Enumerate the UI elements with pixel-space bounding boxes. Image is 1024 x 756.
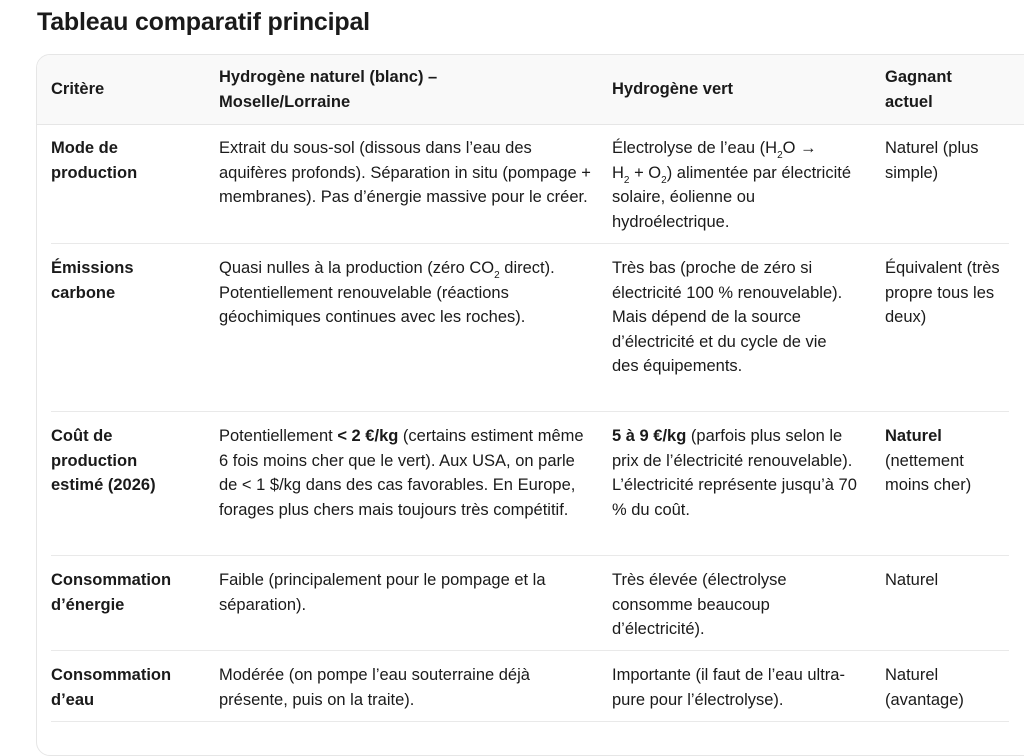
row-1-critere: Mode de production — [51, 139, 138, 182]
table-header — [37, 55, 1024, 125]
row-3-gagnant: Naturel (nettement moins cher) — [885, 427, 972, 494]
row-2-naturel: Quasi nulles à la production (zéro $CO_2$ direct). Potentiellement renouvelable (réactions géochimiques continues avec les roches). — [219, 259, 555, 326]
row-5-critere: Consommation d’eau — [51, 666, 172, 709]
row-divider — [51, 721, 1009, 722]
row-4-naturel: Faible (principalement pour le pompage et la séparation). — [219, 571, 546, 614]
header-critere: Critère — [51, 80, 105, 98]
header-naturel: Hydrogène naturel (blanc) – Moselle/Lorraine — [219, 68, 438, 111]
row-divider — [51, 650, 1009, 651]
row-3-vert: 5 à 9 €/kg (parfois plus selon le prix de l’électricité renouvelable). L’électricité représente jusqu’à 70 % du coût. — [612, 427, 857, 519]
row-2-vert: Très bas (proche de zéro si électricité 100 % renouvelable). Mais dépend de la source d’électricité et du cycle de vie des équipements. — [612, 259, 843, 375]
row-4-vert: Très élevée (électrolyse consomme beaucoup d’électricité). — [612, 571, 787, 638]
row-2-critere: Émissions carbone — [51, 259, 134, 302]
row-2-gagnant: Équivalent (très propre tous les deux) — [885, 259, 1000, 326]
row-3-naturel: Potentiellement < 2 €/kg (certains estiment même 6 fois moins cher que le vert). Aux USA, on parle de < 1 $/kg dans des cas favorables. En Europe, forages plus chers mais toujours très compétitif. — [219, 427, 584, 519]
row-5-vert: Importante (il faut de l’eau ultra-pure pour l’électrolyse). — [612, 666, 845, 709]
row-divider — [51, 555, 1009, 556]
header-vert: Hydrogène vert — [612, 80, 734, 98]
row-4-critere: Consommation d’énergie — [51, 571, 172, 614]
row-1-vert: Électrolyse de l’eau ($H_2O$ → $H_2 + O_2$) alimentée par électricité solaire, éolienne ou hydroélectrique. — [612, 139, 852, 231]
row-4-gagnant: Naturel — [885, 571, 939, 589]
page-title: Tableau comparatif principal — [37, 8, 370, 36]
row-5-gagnant: Naturel (avantage) — [885, 666, 964, 709]
row-divider — [51, 243, 1009, 244]
header-gagnant: Gagnant actuel — [885, 68, 952, 111]
row-divider — [51, 411, 1009, 412]
row-3-critere: Coût de production estimé (2026) — [51, 427, 156, 494]
row-5-naturel: Modérée (on pompe l’eau souterraine déjà présente, puis on la traite). — [219, 666, 530, 709]
row-1-naturel: Extrait du sous-sol (dissous dans l’eau des aquifères profonds). Séparation in situ (pompage + membranes). Pas d’énergie massive pour le créer. — [219, 139, 591, 206]
row-1-gagnant: Naturel (plus simple) — [885, 139, 979, 182]
comparison-table — [36, 54, 1024, 756]
